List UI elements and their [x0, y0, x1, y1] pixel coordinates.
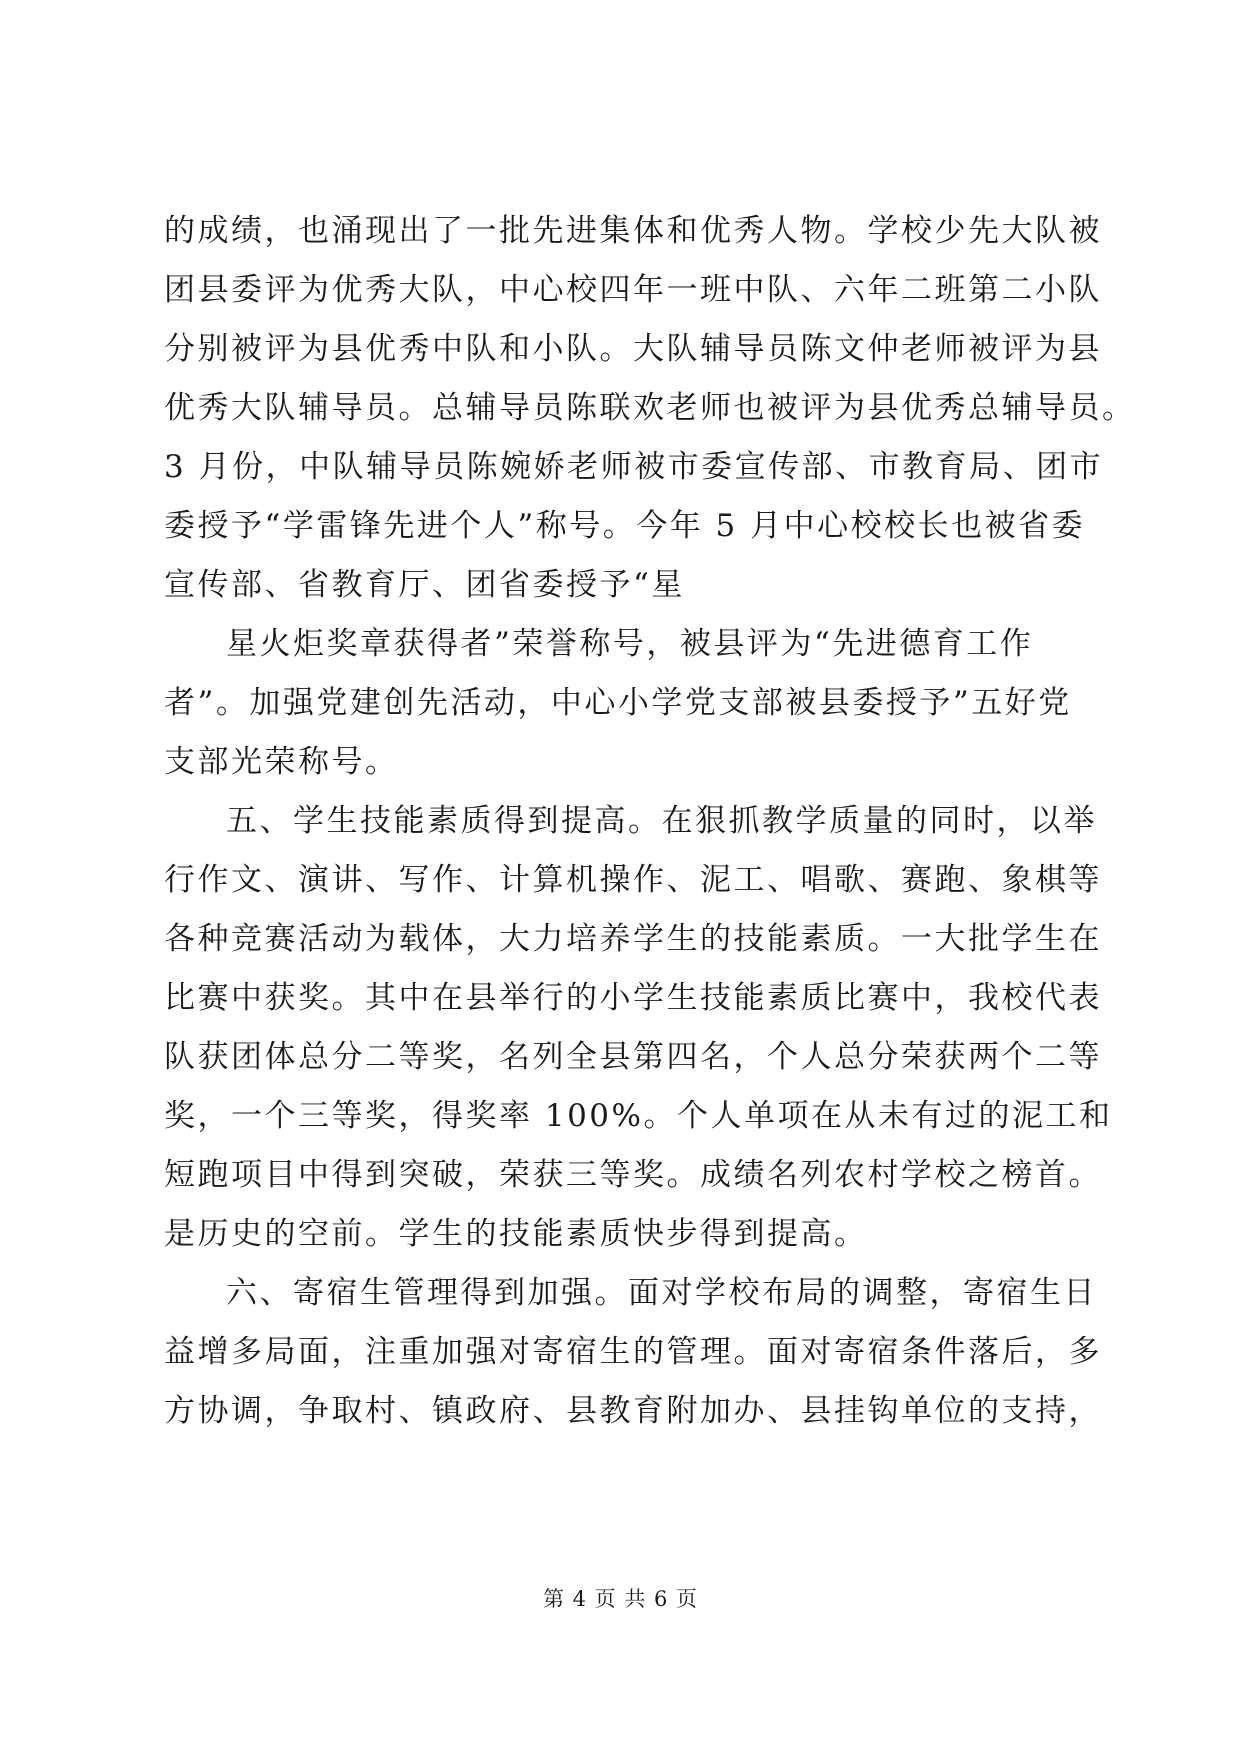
text-line: 委授予“学雷锋先进个人”称号。今年 5 月中心校校长也被省委 [164, 508, 1086, 544]
text-line: 3 月份，中队辅导员陈婉娇老师被市委宣传部、市教育局、团市 [164, 449, 1104, 485]
text-line: 奖，一个三等奖，得奖率 100%。个人单项在从未有过的泥工和 [164, 1098, 1113, 1134]
text-line: 宣传部、省教育厅、团省委授予“星 [164, 567, 685, 603]
text-line: 是历史的空前。学生的技能素质快步得到提高。 [164, 1216, 868, 1252]
text-line: 六、寄宿生管理得到加强。面对学校布局的调整，寄宿生日 [226, 1275, 1097, 1311]
text-line: 支部光荣称号。 [164, 744, 399, 780]
text-line: 方协调，争取村、镇政府、县教育附加办、县挂钩单位的支持， [164, 1393, 1102, 1429]
text-line: 队获团体总分二等奖，名列全县第四名，个人总分荣获两个二等 [164, 1039, 1102, 1075]
text-line: 分别被评为县优秀中队和小队。大队辅导员陈文仲老师被评为县 [164, 331, 1102, 367]
text-line: 优秀大队辅导员。总辅导员陈联欢老师也被评为县优秀总辅导员。 [164, 390, 1136, 426]
text-line: 者”。加强党建创先活动，中心小学党支部被县委授予”五好党 [164, 685, 1072, 721]
text-line: 团县委评为优秀大队，中心校四年一班中队、六年二班第二小队 [164, 272, 1102, 308]
text-line: 益增多局面，注重加强对寄宿生的管理。面对寄宿条件落后，多 [164, 1334, 1102, 1370]
text-line: 五、学生技能素质得到提高。在狠抓教学质量的同时，以举 [226, 803, 1097, 839]
text-line: 各种竞赛活动为载体，大力培养学生的技能素质。一大批学生在 [164, 921, 1102, 957]
text-line: 比赛中获奖。其中在县举行的小学生技能素质比赛中，我校代表 [164, 980, 1102, 1016]
text-line: 短跑项目中得到突破，荣获三等奖。成绩名列农村学校之榜首。 [164, 1157, 1102, 1193]
text-line: 的成绩，也涌现出了一批先进集体和优秀人物。学校少先大队被 [164, 213, 1102, 249]
text-line: 行作文、演讲、写作、计算机操作、泥工、唱歌、赛跑、象棋等 [164, 862, 1102, 898]
page-footer: 第 4 页 共 6 页 [542, 1587, 699, 1611]
text-line: 星火炬奖章获得者”荣誉称号，被县评为“先进德育工作 [226, 626, 1034, 662]
